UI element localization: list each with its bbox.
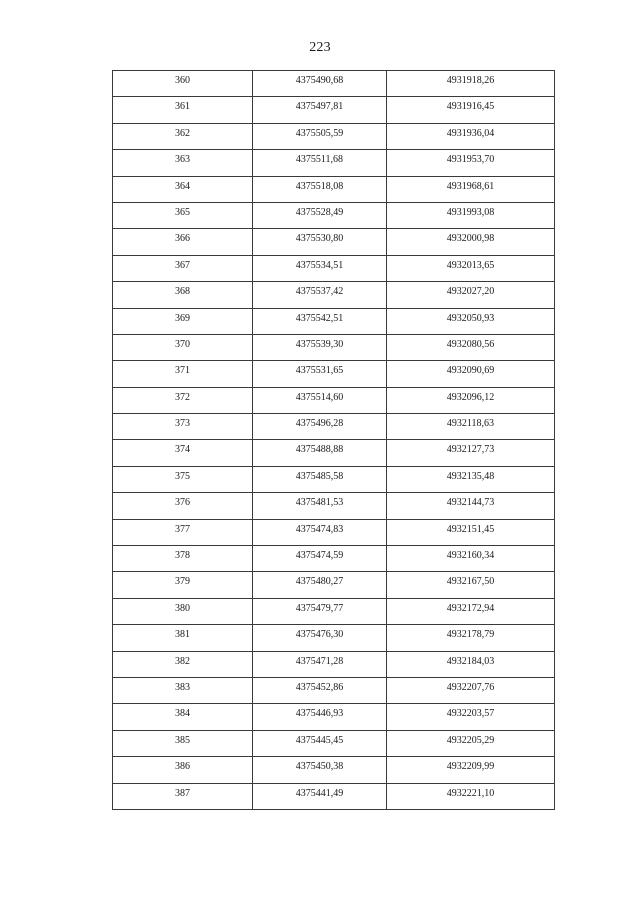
y-coordinate-cell: 4932090,69	[387, 361, 555, 387]
table-row	[113, 440, 555, 466]
point-number-cell: 383	[113, 677, 253, 703]
table-row	[113, 757, 555, 783]
x-coordinate-cell: 4375476,30	[253, 625, 387, 651]
table-row	[113, 414, 555, 440]
x-coordinate-cell: 4375450,38	[253, 757, 387, 783]
y-coordinate-cell: 4932172,94	[387, 598, 555, 624]
x-coordinate-cell: 4375490,68	[253, 71, 387, 97]
table-row	[113, 229, 555, 255]
point-number-cell: 363	[113, 150, 253, 176]
y-coordinate-cell: 4932209,99	[387, 757, 555, 783]
x-coordinate-cell: 4375441,49	[253, 783, 387, 809]
y-coordinate-cell: 4932127,73	[387, 440, 555, 466]
x-coordinate-cell: 4375518,08	[253, 176, 387, 202]
point-number-cell: 375	[113, 466, 253, 492]
point-number-cell: 387	[113, 783, 253, 809]
table-row	[113, 493, 555, 519]
x-coordinate-cell: 4375511,68	[253, 150, 387, 176]
x-coordinate-cell: 4375471,28	[253, 651, 387, 677]
page-number: 223	[309, 40, 331, 55]
point-number-cell: 380	[113, 598, 253, 624]
y-coordinate-cell: 4932207,76	[387, 677, 555, 703]
x-coordinate-cell: 4375485,58	[253, 466, 387, 492]
y-coordinate-cell: 4932184,03	[387, 651, 555, 677]
table-row	[113, 202, 555, 228]
table-row	[113, 651, 555, 677]
point-number-cell: 376	[113, 493, 253, 519]
table-row	[113, 783, 555, 809]
x-coordinate-cell: 4375528,49	[253, 202, 387, 228]
table-row	[113, 572, 555, 598]
point-number-cell: 366	[113, 229, 253, 255]
x-coordinate-cell: 4375530,80	[253, 229, 387, 255]
point-number-cell: 367	[113, 255, 253, 281]
point-number-cell: 370	[113, 334, 253, 360]
y-coordinate-cell: 4931936,04	[387, 123, 555, 149]
x-coordinate-cell: 4375445,45	[253, 730, 387, 756]
x-coordinate-cell: 4375497,81	[253, 97, 387, 123]
point-number-cell: 360	[113, 71, 253, 97]
point-number-cell: 386	[113, 757, 253, 783]
x-coordinate-cell: 4375474,59	[253, 546, 387, 572]
point-number-cell: 382	[113, 651, 253, 677]
point-number-cell: 368	[113, 282, 253, 308]
table-row	[113, 255, 555, 281]
y-coordinate-cell: 4932027,20	[387, 282, 555, 308]
table-row	[113, 598, 555, 624]
table-row	[113, 97, 555, 123]
point-number-cell: 372	[113, 387, 253, 413]
table-row	[113, 176, 555, 202]
y-coordinate-cell: 4932203,57	[387, 704, 555, 730]
x-coordinate-cell: 4375496,28	[253, 414, 387, 440]
table-row	[113, 123, 555, 149]
y-coordinate-cell: 4932118,63	[387, 414, 555, 440]
point-number-cell: 377	[113, 519, 253, 545]
y-coordinate-cell: 4932135,48	[387, 466, 555, 492]
x-coordinate-cell: 4375531,65	[253, 361, 387, 387]
x-coordinate-cell: 4375514,60	[253, 387, 387, 413]
coordinates-table	[112, 70, 555, 810]
table-row	[113, 677, 555, 703]
y-coordinate-cell: 4931916,45	[387, 97, 555, 123]
x-coordinate-cell: 4375474,83	[253, 519, 387, 545]
point-number-cell: 374	[113, 440, 253, 466]
x-coordinate-cell: 4375539,30	[253, 334, 387, 360]
y-coordinate-cell: 4932221,10	[387, 783, 555, 809]
table-row	[113, 546, 555, 572]
point-number-cell: 365	[113, 202, 253, 228]
point-number-cell: 381	[113, 625, 253, 651]
y-coordinate-cell: 4932205,29	[387, 730, 555, 756]
y-coordinate-cell: 4932050,93	[387, 308, 555, 334]
y-coordinate-cell: 4932167,50	[387, 572, 555, 598]
table-row	[113, 704, 555, 730]
y-coordinate-cell: 4932000,98	[387, 229, 555, 255]
x-coordinate-cell: 4375481,53	[253, 493, 387, 519]
y-coordinate-cell: 4931993,08	[387, 202, 555, 228]
x-coordinate-cell: 4375505,59	[253, 123, 387, 149]
point-number-cell: 369	[113, 308, 253, 334]
table-row	[113, 519, 555, 545]
y-coordinate-cell: 4932013,65	[387, 255, 555, 281]
table-row	[113, 71, 555, 97]
point-number-cell: 361	[113, 97, 253, 123]
table-row	[113, 282, 555, 308]
table-row	[113, 387, 555, 413]
y-coordinate-cell: 4931953,70	[387, 150, 555, 176]
point-number-cell: 379	[113, 572, 253, 598]
coordinates-table-body	[113, 71, 555, 810]
table-row	[113, 308, 555, 334]
table-row	[113, 334, 555, 360]
point-number-cell: 373	[113, 414, 253, 440]
table-row	[113, 150, 555, 176]
y-coordinate-cell: 4932080,56	[387, 334, 555, 360]
table-row	[113, 730, 555, 756]
y-coordinate-cell: 4932178,79	[387, 625, 555, 651]
y-coordinate-cell: 4932160,34	[387, 546, 555, 572]
x-coordinate-cell: 4375480,27	[253, 572, 387, 598]
y-coordinate-cell: 4932144,73	[387, 493, 555, 519]
point-number-cell: 385	[113, 730, 253, 756]
table-row	[113, 466, 555, 492]
point-number-cell: 384	[113, 704, 253, 730]
x-coordinate-cell: 4375479,77	[253, 598, 387, 624]
point-number-cell: 362	[113, 123, 253, 149]
y-coordinate-cell: 4932096,12	[387, 387, 555, 413]
x-coordinate-cell: 4375446,93	[253, 704, 387, 730]
x-coordinate-cell: 4375452,86	[253, 677, 387, 703]
x-coordinate-cell: 4375488,88	[253, 440, 387, 466]
y-coordinate-cell: 4931968,61	[387, 176, 555, 202]
x-coordinate-cell: 4375542,51	[253, 308, 387, 334]
x-coordinate-cell: 4375537,42	[253, 282, 387, 308]
x-coordinate-cell: 4375534,51	[253, 255, 387, 281]
point-number-cell: 371	[113, 361, 253, 387]
table-row	[113, 625, 555, 651]
table-row	[113, 361, 555, 387]
y-coordinate-cell: 4932151,45	[387, 519, 555, 545]
point-number-cell: 364	[113, 176, 253, 202]
y-coordinate-cell: 4931918,26	[387, 71, 555, 97]
point-number-cell: 378	[113, 546, 253, 572]
